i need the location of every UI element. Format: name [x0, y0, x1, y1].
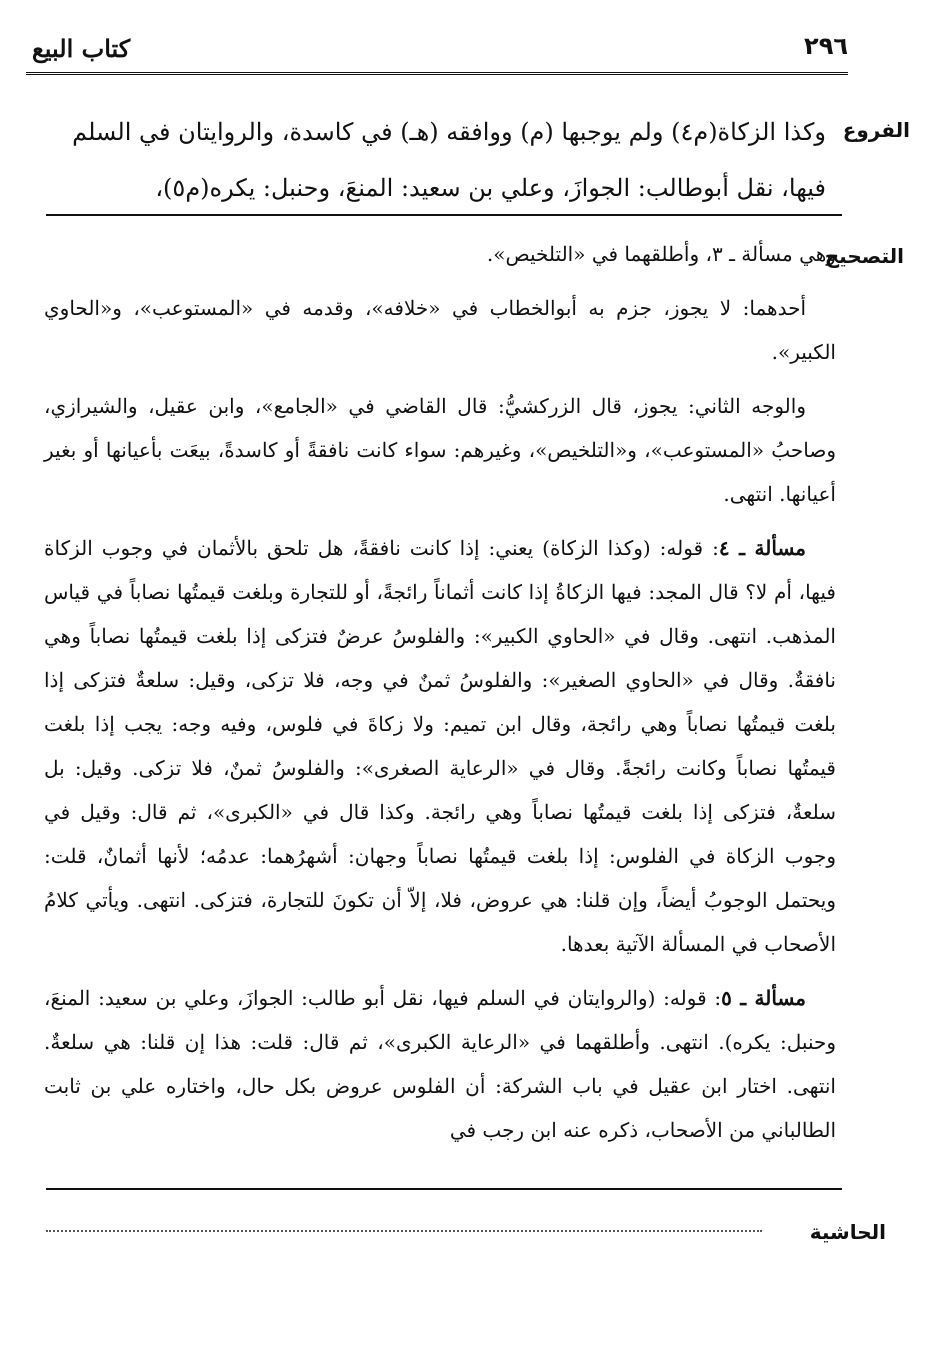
- tashih-paragraph-3: والوجه الثاني: يجوز، قال الزركشيُّ: قال القاضي في «الجامع»، وابن عقيل، والشيرازي، وصاحبُ «المستوعب»، و«التلخيص»، وغيرهم: سواء كانت نافقةً أو كاسدةً، بيعَت بأعيانها أو بغير أعيانها. انتهى.: [44, 394, 836, 506]
- hashia-dotted-line: [46, 1230, 762, 1232]
- masala-4-body: : قوله: (وكذا الزكاة) يعني: إذا كانت نافقةً، هل تلحق بالأثمان في وجوب الزكاة فيها، أم لا؟ قال المجد: فيها الزكاةُ إذا كانت أثماناً رائجةً، أو للتجارة وبلغت قيمتُها نصاباً في قياس المذهب. انتهى. وقال في «الحاوي الكبير»: والفلوسُ عرضٌ فتزكى إذا بلغت قيمتُها نصاباً وهي نافقةٌ. وقال في «الحاوي الصغير»: والفلوسُ ثمنٌ في وجه، فلا تزكى، وقيل: سلعةٌ فتزكى إذا بلغت قيمتُها نصاباً وهي رائجة، وقال ابن تميم: ولا زكاةَ في فلوس، وفيه وجه: يجب إذا بلغت قيمتُها نصاباً وكانت رائجةً. وقال في «الرعاية الصغرى»: والفلوسُ ثمنٌ، فلا تزكى. وقيل: بل سلعةٌ، فتزكى إذا بلغت قيمتُها نصاباً وهي رائجة. وكذا قال في «الكبرى»، ثم قال: وقيل في وجوب الزكاة في الفلوس: إذا بلغت قيمتُها نصاباً وجهان: أشهرُهما: عدمُه؛ لأنها أثمانٌ، قلت: ويحتمل الوجوبُ أيضاً، وإن قلنا: هي عروض، فلا، إلاّ أن تكونَ للتجارة، فتزكى. انتهى. ويأتي كلامُ الأصحاب في المسألة الآتية بعدها.: [44, 536, 836, 956]
- masala-4-heading: مسألة ـ ٤: [718, 536, 806, 560]
- tashih-paragraph-2: أحدهما: لا يجوز، جزم به أبوالخطاب في «خلافه»، وقدمه في «المستوعب»، و«الحاوي الكبير».: [44, 296, 836, 364]
- tashih-label: التصحيح: [824, 244, 904, 268]
- furu-line-2: فيها، نقل أبوطالب: الجوازَ، وعلي بن سعيد: المنعَ، وحنبل: يكره(م٥)،: [155, 174, 826, 202]
- hashia-label: الحاشية: [809, 1220, 886, 1244]
- page-number: ٢٩٦: [804, 32, 848, 60]
- tashih-paragraph-4: [44, 526, 836, 966]
- furu-text: [36, 104, 826, 216]
- header-divider: [26, 72, 848, 75]
- tashih-paragraph-5: [44, 976, 836, 1152]
- furu-divider: [46, 214, 842, 216]
- masala-5-body: : قوله: (والروايتان في السلم فيها، نقل أبو طالب: الجوازَ، وعلي بن سعيد: المنعَ، وحنبل: يكره). انتهى. وأطلقهما في «الرعاية الكبرى»، ثم قال: قلت: هذا إن قلنا: هي سلعةٌ. انتهى. اختار ابن عقيل في باب الشركة: أن الفلوس عروض بكل حال، واختاره علي بن ثابت الطالباني من الأصحاب، ذكره عنه ابن رجب في: [44, 986, 836, 1142]
- furu-line-1: وكذا الزكاة(م٤) ولم يوجبها (م) ووافقه (هـ) في كاسدة، والروايتان في السلم: [72, 118, 826, 146]
- tashih-text: [44, 232, 836, 1162]
- masala-5-heading: مسألة ـ ٥: [721, 986, 807, 1010]
- page-header: [26, 32, 848, 74]
- tashih-divider: [46, 1188, 842, 1190]
- book-title: كتاب البيع: [32, 34, 131, 63]
- furu-label: الفروع: [842, 118, 910, 142]
- tashih-paragraph-1: وهي مسألة ـ ٣، وأطلقهما في «التلخيص».: [486, 242, 836, 266]
